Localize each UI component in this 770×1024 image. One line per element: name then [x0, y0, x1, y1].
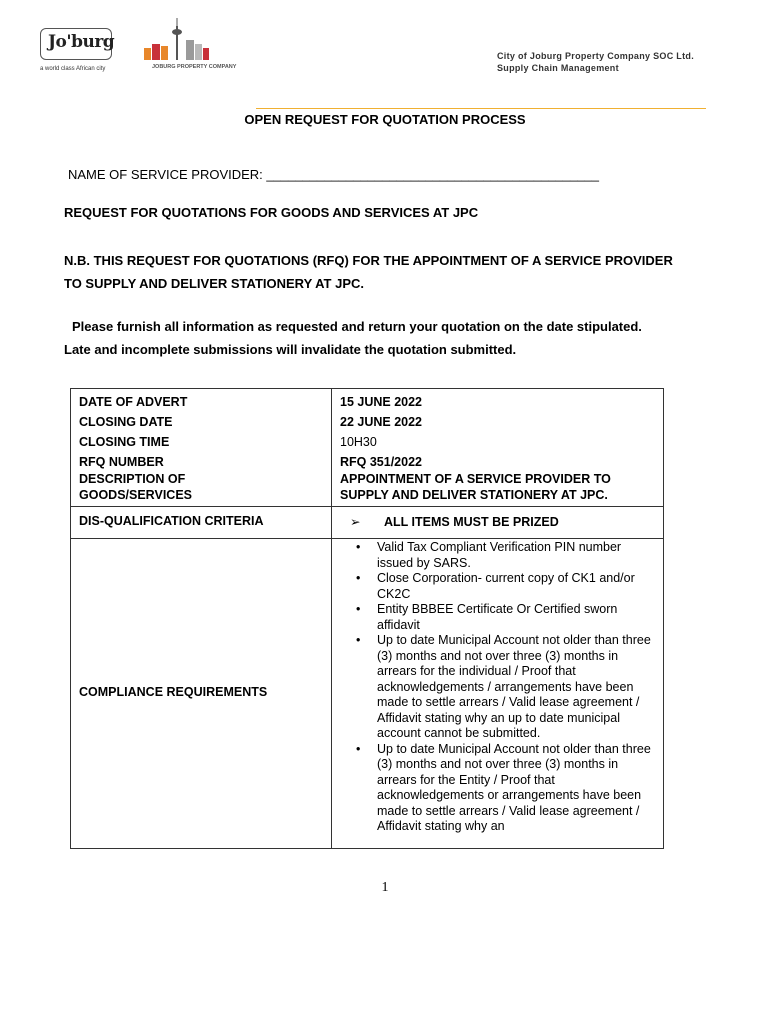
value-closing-date: 22 JUNE 2022 [340, 415, 423, 429]
label-closing-date: CLOSING DATE [79, 415, 173, 429]
company-block [497, 50, 694, 74]
list-item: • Up to date Municipal Account not older than three (3) months and not over three (3) months in arrears for the Entity / Proof that acknowledgements or arrangements have been made to settle arrears / Valid lease agreement / Affidavit stating why an [340, 742, 655, 835]
instruction-text: Please furnish all information as requested and return your quotation on the date stipulated. [72, 319, 642, 334]
company-name: City of Joburg Property Company SOC Ltd. [496, 51, 694, 61]
rfq-details-table [70, 388, 664, 849]
late-submission-warning: Late and incomplete submissions will invalidate the quotation submitted. [64, 342, 517, 357]
document-title: OPEN REQUEST FOR QUOTATION PROCESS [244, 112, 526, 127]
service-provider-line: NAME OF SERVICE PROVIDER: ______________________________________________ [68, 167, 599, 182]
label-rfq-number: RFQ NUMBER [79, 455, 164, 469]
compliance-cell [332, 539, 664, 849]
compliance-list [340, 540, 655, 835]
disqualification-cell [332, 507, 664, 539]
disqualification-value: ALL ITEMS MUST BE PRIZED [384, 515, 559, 529]
arrow-bullet-icon: ➢ [350, 515, 361, 529]
header-rule [256, 108, 706, 109]
list-item: • Close Corporation- current copy of CK1 and/or CK2C [340, 571, 655, 602]
department-name: Supply Chain Management [496, 63, 619, 73]
table-row [71, 539, 664, 849]
disqualification-item [340, 511, 655, 533]
joburg-tagline: a world class African city [40, 66, 106, 72]
table-row [71, 389, 664, 507]
compliance-label-cell [71, 539, 332, 849]
label-compliance: COMPLIANCE REQUIREMENTS [79, 685, 268, 699]
list-item: • Entity BBBEE Certificate Or Certified sworn affidavit [340, 602, 655, 633]
jpc-skyline-icon [142, 18, 214, 64]
table-labels-cell [71, 389, 332, 507]
page-number: 1 [381, 880, 389, 895]
list-item: • Valid Tax Compliant Verification PIN number issued by SARS. [340, 540, 655, 571]
table-values-cell [332, 389, 664, 507]
joburg-logo-text: Jo'burg [48, 32, 115, 52]
label-disqualification: DIS-QUALIFICATION CRITERIA [71, 507, 332, 539]
value-closing-time: 10H30 [340, 435, 377, 449]
label-date-of-advert: DATE OF ADVERT [79, 395, 188, 409]
value-rfq-number: RFQ 351/2022 [340, 455, 422, 469]
rfq-heading: REQUEST FOR QUOTATIONS FOR GOODS AND SERVICES AT JPC [64, 205, 479, 220]
nb-notice: N.B. THIS REQUEST FOR QUOTATIONS (RFQ) FOR THE APPOINTMENT OF A SERVICE PROVIDER TO SUPPLY AND DELIVER STATIONERY AT JPC. [64, 253, 673, 291]
jpc-logo-text: JOBURG PROPERTY COMPANY [152, 64, 237, 70]
list-item: • Up to date Municipal Account not older than three (3) months and not over three (3) months in arrears for the individual / Proof that acknowledgements / arrangements have been made to settle arrears / Valid lease agreement / Affidavit stating why an up to date municipal account cannot be submitted. [340, 633, 655, 742]
jpc-logo [142, 18, 237, 76]
joburg-logo [40, 28, 120, 78]
value-date-of-advert: 15 JUNE 2022 [340, 395, 423, 409]
label-description: DESCRIPTION OF GOODS/SERVICES [79, 472, 192, 502]
table-row [71, 507, 664, 539]
label-closing-time: CLOSING TIME [79, 435, 170, 449]
value-description: APPOINTMENT OF A SERVICE PROVIDER TO SUPPLY AND DELIVER STATIONERY AT JPC. [340, 472, 611, 502]
